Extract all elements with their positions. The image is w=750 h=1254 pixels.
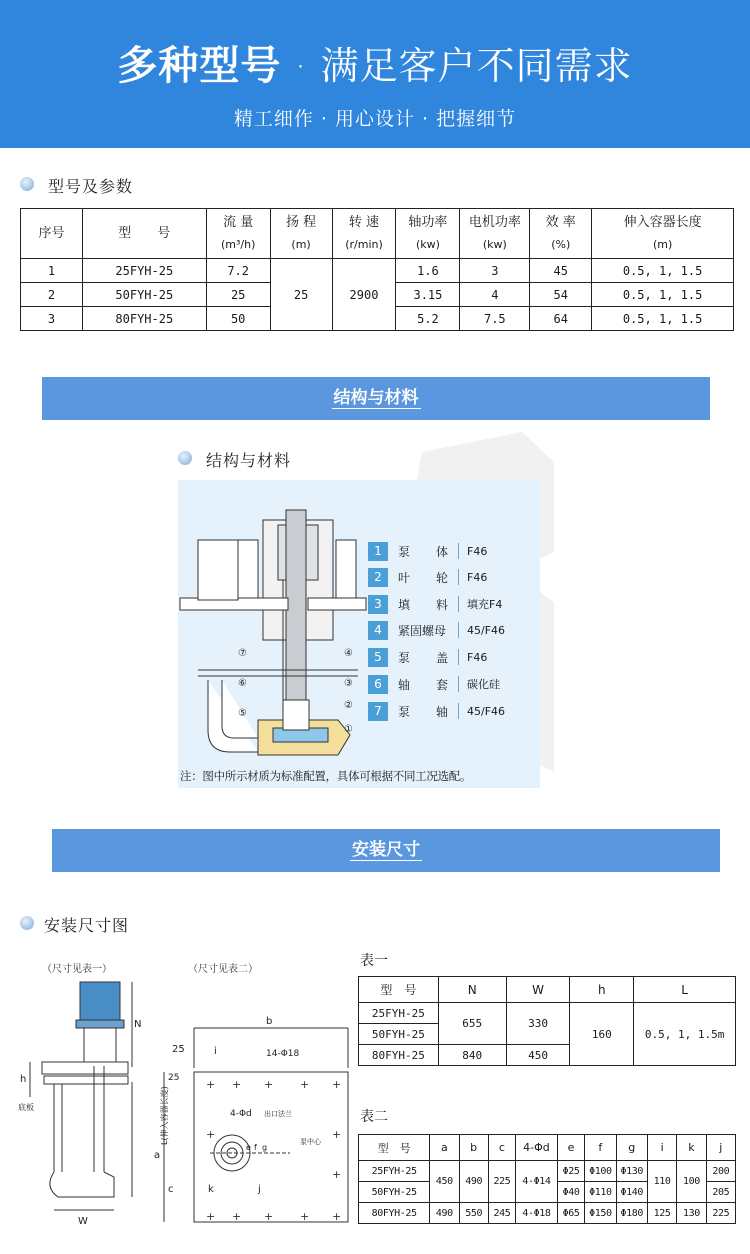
- table-row: 80FYH-25 840 450: [359, 1045, 736, 1066]
- hero-title-rest: 满足客户不同需求: [320, 44, 633, 88]
- dim-L: L(伸入容器长度): [160, 1086, 169, 1145]
- table-header-row: [359, 977, 736, 1003]
- svg-text:+: +: [264, 1078, 274, 1091]
- callout-5: ⑤: [238, 708, 247, 719]
- cell-no: 3: [21, 307, 83, 331]
- callout-7: ⑦: [238, 648, 247, 659]
- section-title-install: 安装尺寸图: [44, 916, 130, 935]
- material-note: 注：图中所示材质为标准配置，具体可根据不同工况选配。: [180, 769, 472, 783]
- th-W: W: [506, 977, 570, 1003]
- th-N: N: [438, 977, 506, 1003]
- dim-a: a: [154, 1150, 161, 1161]
- svg-text:+: +: [332, 1128, 342, 1141]
- base-plate-plan-drawing: [150, 1008, 352, 1230]
- th-motor: 电机功率 (kw): [460, 209, 530, 259]
- banner-structure-label: 结构与材料: [333, 388, 419, 408]
- table-header-row: [21, 209, 734, 259]
- cell-eff: 45: [530, 259, 592, 283]
- cell-flow: 50: [206, 307, 270, 331]
- drawing2-caption: （尺寸见表二）: [188, 964, 258, 975]
- cell-flow: 7.2: [206, 259, 270, 283]
- dim-W: W: [78, 1216, 88, 1227]
- th-head: 扬 程 (m): [270, 209, 332, 259]
- banner-structure: [42, 377, 710, 420]
- svg-text:+: +: [300, 1078, 310, 1091]
- material-row-6: 6 轴 套 碳化硅: [368, 674, 500, 694]
- cell-head: 25: [270, 259, 332, 331]
- cell-shaft: 3.15: [396, 283, 460, 307]
- svg-text:+: +: [232, 1210, 242, 1223]
- svg-text:+: +: [232, 1078, 242, 1091]
- dim-h: h: [20, 1074, 27, 1085]
- cell-no: 1: [21, 259, 83, 283]
- table-row: 50FYH-25 Φ40 Φ110 Φ140 205: [359, 1182, 736, 1203]
- dim-25a: 25: [172, 1044, 185, 1055]
- dim-i-top: i: [214, 1046, 217, 1057]
- material-row-1: 1 泵 体 F46: [368, 541, 487, 561]
- cell-speed: 2900: [332, 259, 396, 331]
- cell-shaft: 5.2: [396, 307, 460, 331]
- dim-e: e: [246, 1143, 251, 1152]
- table-row: 80FYH-25 490 550 245 4-Φ18 Φ65 Φ150 Φ180 125 130 225: [359, 1203, 736, 1224]
- dim-j: j: [258, 1184, 261, 1195]
- table-header-row: 型 号 a b c 4-Φd e f g i k j: [359, 1135, 736, 1161]
- th-no: 序号: [21, 209, 83, 259]
- table1-caption: 表一: [360, 953, 388, 969]
- bullet-circle-icon: [20, 916, 34, 930]
- dim-f: f: [254, 1143, 257, 1152]
- bullet-circle-icon: [20, 177, 34, 191]
- th-model: 型 号: [82, 209, 206, 259]
- svg-text:+: +: [332, 1210, 342, 1223]
- callout-1: ①: [344, 724, 353, 735]
- cell-length: 0.5, 1, 1.5: [592, 283, 734, 307]
- cell-model: 25FYH-25: [82, 259, 206, 283]
- svg-text:+: +: [300, 1210, 310, 1223]
- label-base: 底板: [18, 1103, 34, 1112]
- th-h: h: [570, 977, 634, 1003]
- svg-text:+: +: [206, 1210, 216, 1223]
- label-pump-center: 泵中心: [300, 1138, 321, 1146]
- label-holes-d: 4-Φd: [230, 1109, 252, 1119]
- cell-motor: 7.5: [460, 307, 530, 331]
- dimension-table-2: [358, 1134, 736, 1224]
- material-row-5: 5 泵 盖 F46: [368, 647, 487, 667]
- pump-cross-section-drawing: [178, 480, 368, 770]
- material-row-7: 7 泵 轴 45/F46: [368, 701, 505, 721]
- cell-length: 0.5, 1, 1.5: [592, 307, 734, 331]
- dim-g: g: [262, 1143, 268, 1152]
- cell-eff: 64: [530, 307, 592, 331]
- callout-2: ②: [344, 700, 353, 711]
- label-holes: 14-Φ18: [266, 1049, 300, 1059]
- cell-motor: 3: [460, 259, 530, 283]
- cell-eff: 54: [530, 283, 592, 307]
- dim-b: b: [266, 1016, 273, 1027]
- hero-title: [0, 34, 750, 91]
- cell-shaft: 1.6: [396, 259, 460, 283]
- material-row-4: 4 紧固螺母 45/F46: [368, 620, 505, 640]
- banner-install: [52, 829, 720, 872]
- pump-elevation-drawing: [14, 972, 169, 1232]
- table-row: 50FYH-25: [359, 1024, 736, 1045]
- cell-motor: 4: [460, 283, 530, 307]
- bullet-circle-icon: [178, 451, 192, 465]
- hero-banner: [0, 0, 750, 148]
- table-row: 25FYH-25 450 490 225 4-Φ14 Φ25 Φ100 Φ130 110 100 200: [359, 1161, 736, 1182]
- cell-model: 80FYH-25: [82, 307, 206, 331]
- cell-model: 50FYH-25: [82, 283, 206, 307]
- th-flow: 流 量 (m³/h): [206, 209, 270, 259]
- drawing1-caption: （尺寸见表一）: [42, 964, 112, 975]
- cell-no: 2: [21, 283, 83, 307]
- table-row: [21, 259, 734, 283]
- dim-25b: 25: [168, 1073, 180, 1083]
- hero-subtitle: 精工细作 · 用心设计 · 把握细节: [233, 108, 517, 130]
- th-speed: 转 速 (r/min): [332, 209, 396, 259]
- table-row: 25FYH-25 655 330 160 0.5, 1, 1.5m: [359, 1003, 736, 1024]
- svg-text:+: +: [332, 1078, 342, 1091]
- svg-text:+: +: [206, 1078, 216, 1091]
- table2-caption: 表二: [360, 1109, 388, 1125]
- th-L: L: [634, 977, 736, 1003]
- callout-4: ④: [344, 648, 353, 659]
- svg-text:+: +: [206, 1128, 216, 1141]
- label-outlet: 出口法兰: [264, 1110, 292, 1118]
- banner-install-label: 安装尺寸: [352, 840, 420, 860]
- callout-3: ③: [344, 678, 353, 689]
- th-eff: 效 率 (%): [530, 209, 592, 259]
- svg-text:+: +: [332, 1168, 342, 1181]
- dim-c: c: [168, 1184, 174, 1195]
- hero-title-bold: 多种型号: [117, 43, 282, 89]
- dim-k: k: [208, 1184, 214, 1195]
- svg-text:+: +: [264, 1210, 274, 1223]
- cell-flow: 25: [206, 283, 270, 307]
- material-row-3: 3 填 料 填充F4: [368, 594, 502, 614]
- th-length: 伸入容器长度 (m): [592, 209, 734, 259]
- section-title-params: 型号及参数: [48, 177, 134, 196]
- th-shaft: 轴功率 (kw): [396, 209, 460, 259]
- material-row-2: 2 叶 轮 F46: [368, 567, 487, 587]
- th-model: 型 号: [359, 977, 439, 1003]
- section-title-structure: 结构与材料: [206, 451, 292, 470]
- dimension-table-1: [358, 976, 736, 1066]
- dim-N: N: [134, 1019, 142, 1030]
- params-table: [20, 208, 734, 331]
- hero-title-dot: ·: [294, 44, 308, 88]
- cell-length: 0.5, 1, 1.5: [592, 259, 734, 283]
- callout-6: ⑥: [238, 678, 247, 689]
